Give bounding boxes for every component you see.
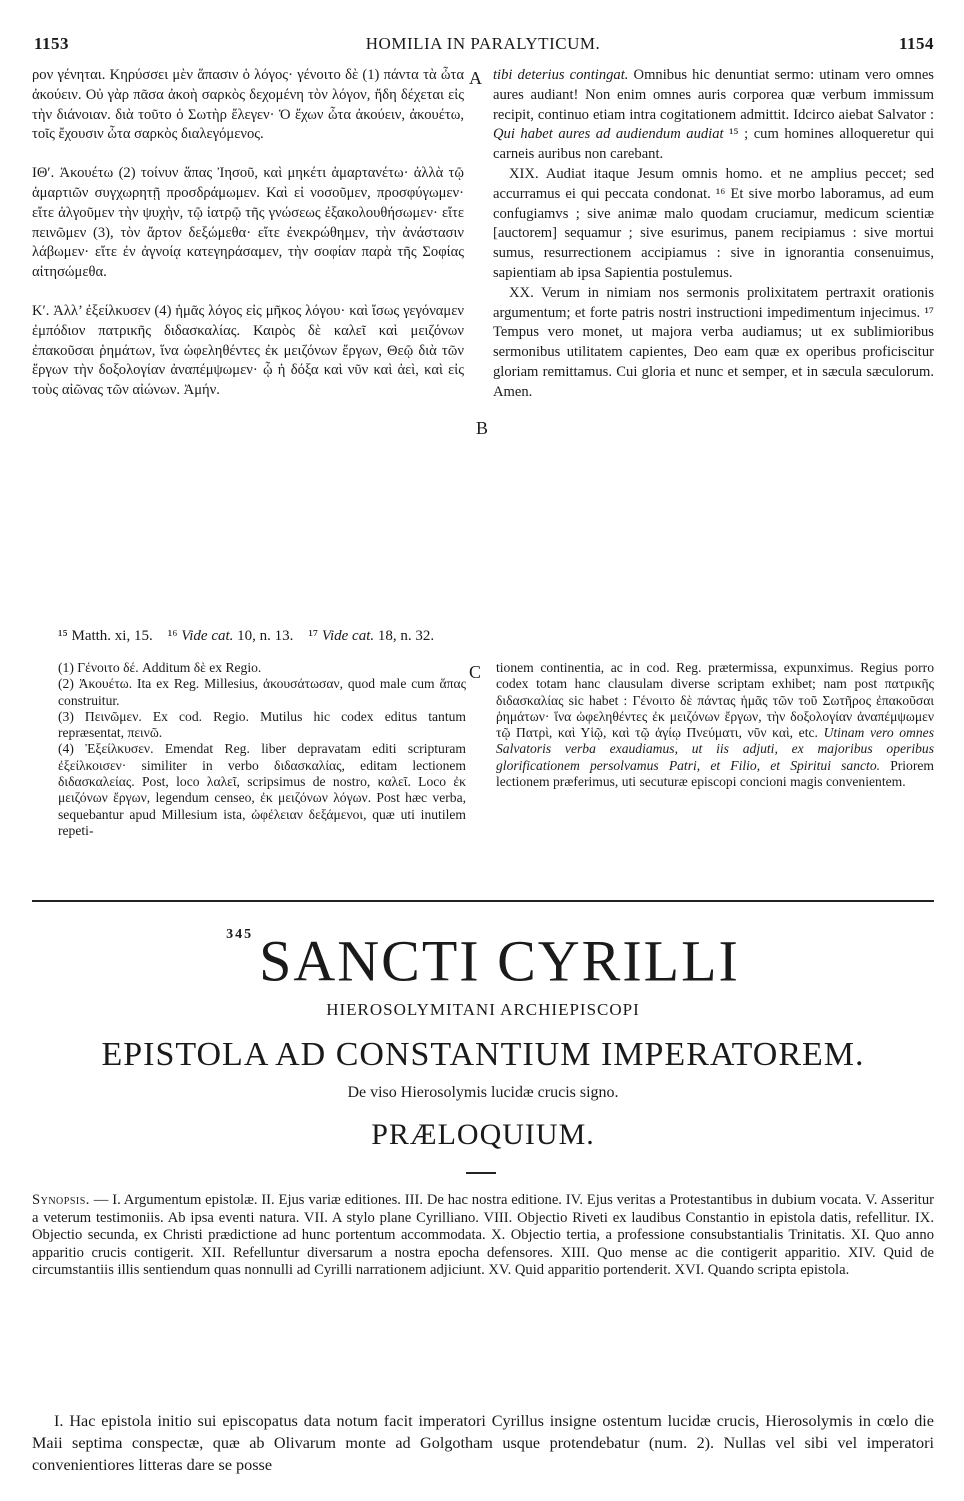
page-number-left: 1153: [34, 34, 70, 53]
latin-text: Omnibus hic denuntiat sermo: utinam vero omnes aures audiant! Non enim omnes auris corporea quæ verbum immissum recipit, continuo etiam intra cogitationem admittit. Idcirco aiebat Salvator :: [493, 67, 934, 123]
running-title: HOMILIA IN PARALYTICUM.: [365, 34, 601, 53]
greek-paragraph: ΙΘʹ. Ἀκουέτω (2) τοίνυν ἅπας Ἰησοῦ, καὶ μηκέτι ἁμαρτανέτω· ἀλλὰ τῷ ἁμαρτιῶν συγχωρητῇ προσδράμωμεν. Καὶ εἰ νοσοῦμεν, προσφύγωμεν· εἴτε ἀλγοῦμεν τὴν ψυχὴν, τῷ ἰατρῷ τῆς γνώσεως ἐξακολουθήσωμεν· εἴτε πεινῶμεν (3), τὸν ἄρτον δεξώμεθα· εἴτε ἐνεκρώθημεν, τὴν ἀνάστασιν λάβωμεν· εἴτε ἐν ἀγνοίᾳ κατεγηράσαμεν, τὴν σοφίαν παρὰ τῆς Σοφίας αἰτησώμεθα.: [32, 165, 464, 281]
section-divider: [32, 900, 934, 902]
subtitle-author: HIEROSOLYMITANI ARCHIEPISCOPI: [326, 1000, 640, 1020]
subtitle-preface: PRÆLOQUIUM.: [371, 1118, 595, 1152]
critical-note: tionem continentia, ac in cod. Reg. prætermissa, expunximus. Regius porro codex totam hanc clausulam diverse scriptam exhibet; nam post πατρικῆς διδασκαλίας sic habet : Γένοιτο δὲ πάντας ἡμᾶς τῶν τοῦ Σωτῆρος ἐπακοῦσαι ῥημάτων· ἵνα ὠφεληθέντες ἐκ μειζόνων ἔργων, τὴν δοξολογίαν ἀναπέμψωμεν τῷ Πατρὶ, καὶ Υἱῷ, καὶ τῷ ἁγίῳ Πνεύματι, νῦν καὶ, etc. Utinam vero omnes Salvatoris verba exaudiamus, ut iis adjuti, ex majoribus operibus glorificationem persolvamus Patri, et Filio, et Spiritui sancto. Priorem lectionem præferimus, uti secuturæ episcopi concioni magis convenientem.: [496, 660, 934, 790]
critical-note: (2) Ἀκουέτω. Ita ex Reg. Millesius, ἀκουσάτωσαν, quod male cum ἅπας construitur.: [58, 676, 466, 708]
latin-paragraph: XX. Verum in nimiam nos sermonis prolixitatem pertraxit orationis argumentum; et forte patris nostri instructioni impedimentum injecimus. ¹⁷ Tempus vero monet, ut majora verba audiamus; ut ex sublimioribus sermonibus utilitatem capientes, Deo eam quæ ex operibus proficiscitur gloriam remittamus. Cui gloria et nunc et semper, et in sæcula sæculorum. Amen.: [493, 284, 934, 400]
subtitle-subject: De viso Hierosolymis lucidæ crucis signo.: [347, 1084, 619, 1102]
page-header: [32, 34, 934, 60]
greek-column: [32, 66, 464, 420]
latin-italic: tibi deterius contingat.: [493, 67, 629, 83]
latin-paragraph: [493, 66, 934, 165]
subtitle-epistle: EPISTOLA AD CONSTANTIUM IMPERATOREM.: [101, 1036, 865, 1074]
synopsis: [32, 1192, 934, 1280]
main-title: $^{345}$ SANCTI CYRILLI: [226, 927, 740, 994]
title-block: [32, 922, 934, 1152]
critical-note: (4) Ἐξείλκυσεν. Emendat Reg. liber depravatam editi scripturam ἐξείλκοισεν· similiter in verbo διδασκαλίας, editam lectionem διδασκαλείας. Post, loco λαλεῖ, scripsimus de nostro, καλεῖ. Loco ἐκ μειζόνων ἔργων, legendum censeo, ἐκ μειζόνων λόγων. Post hæc verba, sequebantur apud Millesium ista, ὠφέλειαν δεξάμενοι, quæ uti inutilem repeti-: [58, 741, 466, 838]
footnote-17: ¹⁷ Vide cat. 18, n. 32.: [308, 628, 435, 644]
greek-paragraph: ρον γένηται. Κηρύσσει μὲν ἅπασιν ὁ λόγος· γένοιτο δὲ (1) πάντα τὰ ὦτα ἀκούειν. Οὐ γὰρ πᾶσα ἀκοὴ σαρκὸς δεχομένη τὸν λόγον, ἤδη δέχεται εἰς τὴν διάνοιαν. διὰ τοῦτο ὁ Σωτὴρ ἔλεγεν· Ὁ ἔχων ὦτα ἀκούειν, ἀκουέτω, τοῖς ἔχουσιν ὦτα σαρκὸς διαλεγόμενος.: [32, 67, 464, 143]
greek-paragraph: Κʹ. Ἀλλ’ ἐξείλκυσεν (4) ἡμᾶς λόγος εἰς μῆκος λόγου· καὶ ἴσως γεγόναμεν ἐμπόδιον πατρικῆς διδασκαλίας. Καιρὸς δὲ καλεῖ καὶ μειζόνων ἐπακοῦσαι ῥημάτων, ἵνα ὠφεληθέντες ἐκ μειζόνων ἔργων, Θεῷ διὰ τῶν ἔργων τὴν δοξολογίαν ἀναπέμψωμεν· ᾧ ἡ δόξα καὶ νῦν καὶ ἀεὶ, καὶ εἰς τοὺς αἰῶνας τῶν αἰώνων. Ἀμήν.: [32, 302, 464, 399]
margin-marker-a: A: [469, 68, 482, 88]
critical-notes-right: [496, 660, 934, 790]
column-number: 345: [226, 927, 254, 942]
critical-notes-left: [58, 660, 466, 839]
synopsis-text: — I. Argumentum epistolæ. II. Ejus variæ editiones. III. De hac nostra editione. IV. Ejus veritas a Protestantibus in dubium vocata. V. Asseritur a veterum testimoniis. Ab ipsa eventi natura. VII. A stylo plane Cyrilliano. VIII. Objectio Riveti ex laudibus Constantio in epistola datis, refellitur. IX. Objectio secunda, ex Christi prædictione ad hunc portentum accommodata. X. Objectio tertia, a professione consubstantialis Trinitatis. XI. Quo anno apparitio crucis contigerit. XII. Refelluntur diversarum a nostra epocha defensores. XIII. Quo mense ac die contigerit apparitio. XIV. Quid de circumstantiis illis sentiendum quas nonnulli ad Cyrilli narrationem adjiciunt. XV. Quid apparitio portenderit. XVI. Quando scripta epistola.: [32, 1192, 934, 1278]
page-number-right: 1154: [898, 34, 934, 53]
latin-italic: Qui habet aures ad audiendum audiat: [493, 126, 724, 143]
latin-column: [493, 66, 934, 403]
latin-paragraph: XIX. Audiat itaque Jesum omnis homo. et ne amplius peccet; sed accurramus ei qui peccata condonat. ¹⁶ Et sive morbo laboramus, ad eum confugiamvs ; sive animæ malo quodam cruciamur, medicum scientiæ [auctorem] sequamur ; sive esurimus, panem recipiamus : sive mortui sumus, resurrectionem accipiamus : sive in ignorantia consenuimus, sapientiam ab ipsa Sapientia postulemus.: [493, 165, 934, 281]
synopsis-label: Synopsis.: [32, 1192, 90, 1208]
latin-text: ¹⁵ ; cum homines alloqueretur qui carneis auribus non carebant.: [493, 126, 935, 163]
critical-note: (3) Πεινῶμεν. Ex cod. Regio. Mutilus hic codex editus tantum repræsentat, πεινῶ.: [58, 708, 466, 741]
footnote-15: ¹⁵ Matth. xi, 15.: [58, 628, 153, 644]
critical-note: (1) Γένοιτο δέ. Additum δὲ ex Regio.: [58, 660, 262, 675]
footnote-16: ¹⁶ Vide cat. 10, n. 13.: [167, 628, 294, 644]
margin-marker-c: C: [469, 662, 482, 682]
body-paragraph: I. Hac epistola initio sui episcopatus data notum facit imperatori Cyrillus insigne ostentum lucidæ crucis, Hierosolymis in cœlo die Maii septima conspectæ, quæ ab Olivarum monte ad Golgotham usque protendebatur (num. 2). Nullas vel sibi vel imperatori convenientiores litteras dare se posse: [32, 1412, 934, 1474]
short-divider: [466, 1172, 496, 1174]
margin-marker-b: B: [476, 418, 489, 438]
footnote-line: [58, 628, 938, 645]
